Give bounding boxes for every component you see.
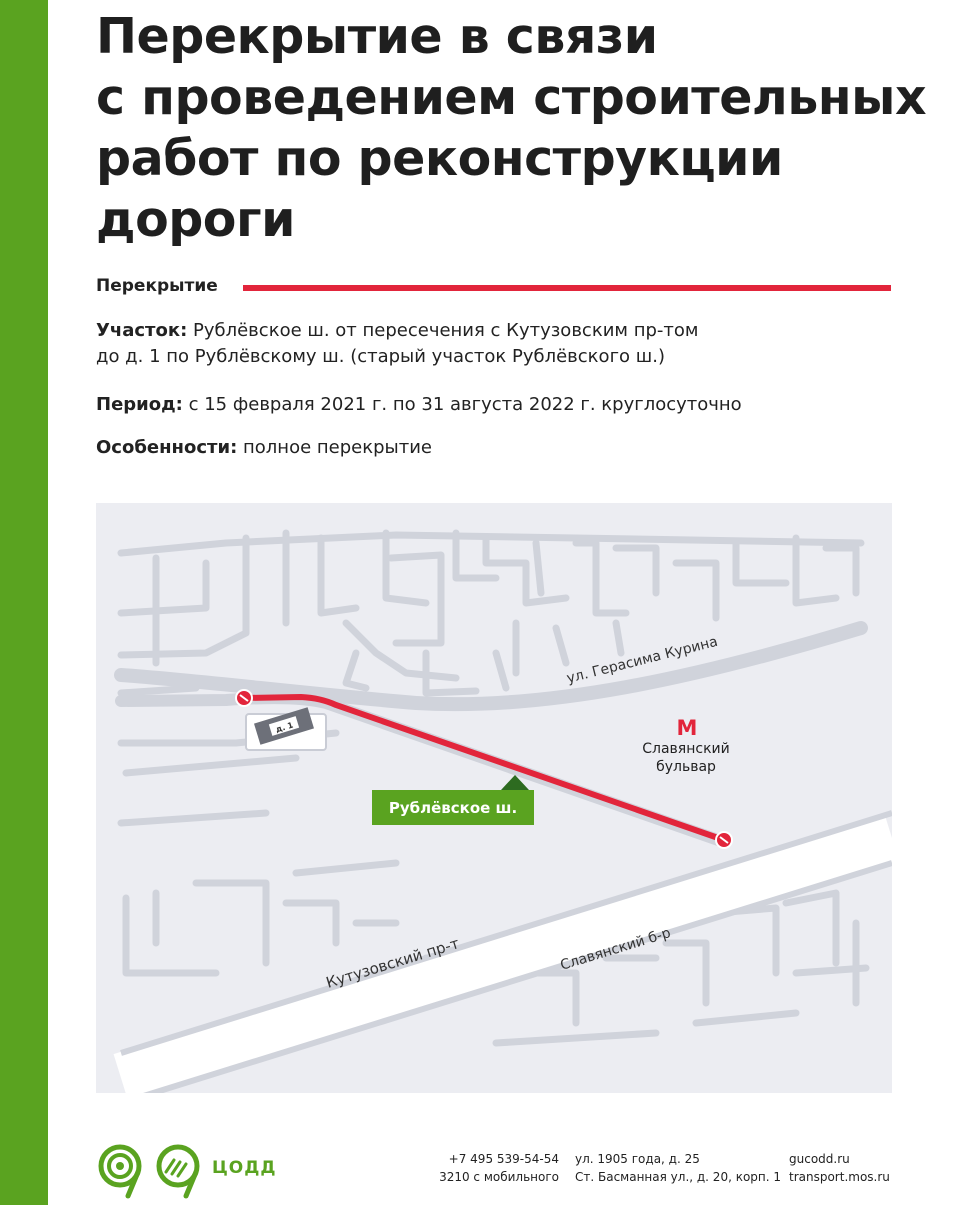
footer-phone-mobile: 3210 с мобильного bbox=[439, 1170, 559, 1184]
title-line-1: Перекрытие в связи bbox=[96, 8, 658, 65]
road-callout-label: Рублёвское ш. bbox=[388, 799, 518, 817]
features-label: Особенности: bbox=[96, 437, 238, 458]
section-line-1: Рублёвское ш. от пересечения с Кутузовским пр-том bbox=[193, 320, 699, 341]
footer-phone[interactable]: +7 495 539-54-54 bbox=[448, 1152, 559, 1166]
metro-icon: М bbox=[676, 716, 698, 740]
footer-site-gucodd[interactable]: gucodd.ru bbox=[789, 1152, 850, 1166]
footer-address-block bbox=[575, 1150, 781, 1186]
footer-site-transport[interactable]: transport.mos.ru bbox=[789, 1170, 890, 1184]
org-name: ЦОДД bbox=[212, 1158, 277, 1178]
footer-address-2: Ст. Басманная ул., д. 20, корп. 1 bbox=[575, 1170, 782, 1184]
closure-legend-label: Перекрытие bbox=[96, 276, 218, 296]
features-info bbox=[96, 435, 432, 461]
closure-start-icon[interactable] bbox=[236, 690, 252, 706]
section-line-2: до д. 1 по Рублёвскому ш. (старый участок Рублёвского ш.) bbox=[96, 346, 665, 367]
footer-sites-block bbox=[789, 1150, 890, 1186]
map-svg bbox=[96, 503, 892, 1093]
street-label-gerasima-kurina: ул. Герасима Курина bbox=[565, 633, 720, 687]
street-label-slavyansky-blvd: Славянский б-р bbox=[558, 925, 673, 974]
metro-name-line-2: бульвар bbox=[656, 759, 716, 775]
footer-phone-block bbox=[431, 1150, 559, 1186]
title-line-2: с проведением строительных bbox=[96, 69, 927, 126]
section-label: Участок: bbox=[96, 320, 188, 341]
period-value: с 15 февраля 2021 г. по 31 августа 2022 г. круглосуточно bbox=[188, 394, 742, 415]
building-label: д. 1 bbox=[274, 720, 295, 735]
green-side-bar bbox=[0, 0, 48, 1205]
section-info bbox=[96, 318, 698, 370]
title-line-4: дороги bbox=[96, 191, 295, 248]
road-callout bbox=[372, 775, 534, 825]
title-line-3: работ по реконструкции bbox=[96, 130, 783, 187]
period-label: Период: bbox=[96, 394, 183, 415]
closure-legend-line bbox=[243, 285, 891, 291]
closure-legend bbox=[96, 276, 892, 300]
closure-end-icon[interactable] bbox=[716, 832, 732, 848]
page-title bbox=[96, 6, 927, 250]
logo-gucodd-icon bbox=[94, 1140, 150, 1200]
closure-map[interactable] bbox=[96, 503, 892, 1093]
logo-codd-icon bbox=[152, 1140, 208, 1200]
street-label-kutuzovsky: Кутузовский пр-т bbox=[323, 934, 462, 992]
metro-name-line-1: Славянский bbox=[642, 741, 730, 757]
features-value: полное перекрытие bbox=[243, 437, 432, 458]
period-info bbox=[96, 392, 742, 418]
footer-address-1: ул. 1905 года, д. 25 bbox=[575, 1152, 700, 1166]
